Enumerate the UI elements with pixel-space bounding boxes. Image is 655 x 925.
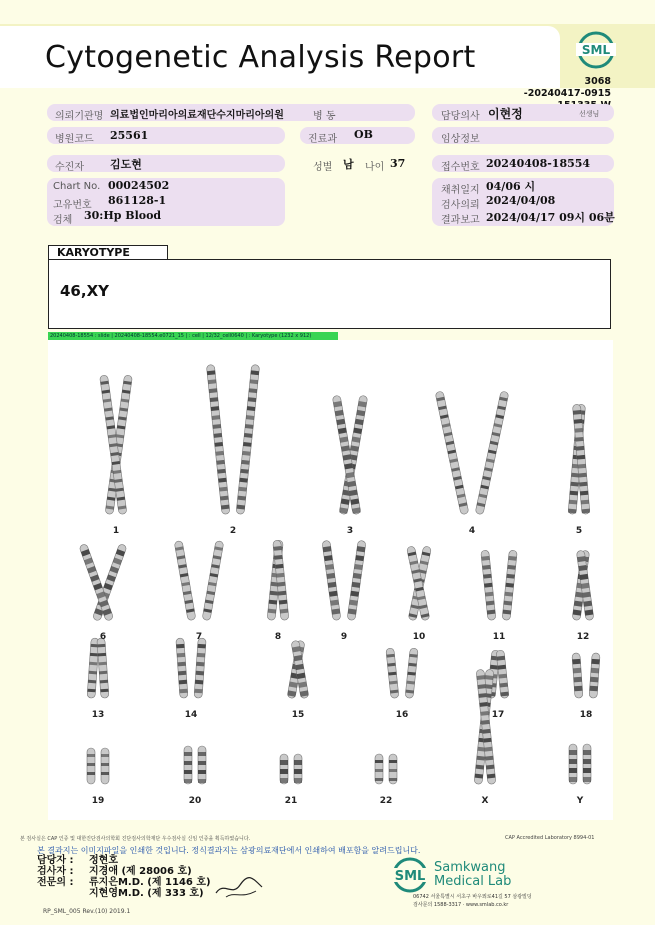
chromosome-label: 2	[229, 526, 237, 536]
karyotype-value: 46,XY	[60, 282, 109, 300]
cap-accreditation: CAP Accredited Laboratory 8994-01	[505, 835, 595, 841]
request-value: 2024/04/08	[486, 194, 556, 207]
doctor-label: 담당의사	[441, 111, 480, 122]
chromosome-label: 10	[412, 632, 426, 642]
chart-value: 00024502	[108, 179, 170, 192]
chromosome-label: 14	[184, 710, 198, 720]
chromosome-Y-a	[569, 744, 577, 784]
karyogram-svg	[48, 340, 613, 820]
samkwang-logo-text: SML	[394, 869, 426, 884]
hospital-code-label: 병원코드	[55, 134, 94, 145]
chromosome-9-a	[322, 540, 341, 620]
chromosome-7-a	[174, 541, 196, 621]
chromosome-label: 19	[91, 796, 105, 806]
staff-name: 지경애 (제 28006 호)	[89, 866, 192, 877]
request-label: 검사의뢰	[441, 200, 480, 211]
karyotype-tab: KARYOTYPE	[48, 245, 168, 259]
doctor-suffix: 선생님	[579, 110, 600, 118]
chromosome-2-b	[236, 364, 260, 514]
staff-name: 정현호	[89, 855, 118, 866]
chromosome-label: Y	[576, 796, 584, 806]
staff-role: 전문의 :	[37, 877, 74, 888]
report-value: 2024/04/17 09시 06분	[486, 211, 615, 224]
lab-name-line2: Medical Lab	[434, 874, 512, 889]
doctor-value: 이현정	[488, 107, 523, 121]
receipt-label: 접수번호	[441, 162, 480, 173]
sex-value: 남	[343, 158, 354, 171]
chromosome-label: 15	[291, 710, 305, 720]
chromosome-9-b	[347, 540, 366, 620]
chromosome-label: 12	[576, 632, 590, 642]
signature-icon	[212, 867, 267, 902]
sml-logo-icon	[572, 28, 620, 72]
chromosome-21-b	[294, 754, 302, 784]
chromosome-19-a	[87, 748, 95, 784]
chromosome-19-b	[101, 748, 109, 784]
accreditation-note: 본 검사실은 CAP 인증 및 대한진단검사의학회 진단검사의학재단 우수검사실 신임 인증을 획득하였습니다.	[20, 836, 251, 842]
staff-name: 류지은M.D. (제 1146 호)	[89, 877, 211, 888]
chromosome-22-b	[389, 754, 397, 784]
chromosome-label: X	[481, 796, 489, 806]
print-notice: 본 결과지는 이미지파일을 인쇄한 것입니다. 정식결과지는 삼광의료재단에서 인쇄하여 배포함을 알려드립니다.	[37, 846, 421, 855]
chromosome-label: 5	[575, 526, 583, 536]
chromosome-14-b	[194, 638, 206, 698]
lab-name	[434, 861, 511, 889]
patient-value: 김도현	[110, 158, 142, 171]
address-line: 06742 서울특별시 서초구 바우뫼로41길 57 삼광빌딩	[413, 894, 532, 900]
unique-label: 고유번호	[53, 200, 92, 211]
chromosome-14-a	[176, 638, 188, 698]
chromosome-label: 17	[491, 710, 505, 720]
lab-address	[413, 893, 532, 909]
chromosome-20-b	[198, 746, 206, 784]
chromosome-label: 8	[274, 632, 282, 642]
chromosome-18-a	[572, 653, 583, 698]
chromosome-label: 7	[195, 632, 203, 642]
chromosome-4-b	[475, 391, 509, 515]
chromosome-2-a	[206, 364, 230, 514]
chromosome-7-b	[202, 541, 224, 621]
chromosome-21-a	[280, 754, 288, 784]
chromosome-Y-b	[583, 744, 591, 784]
chromosome-label: 16	[395, 710, 409, 720]
specimen-label: 검체	[53, 215, 73, 226]
report-id-line1: 3068 -20240417-0915	[523, 76, 611, 99]
karyotype-box	[48, 259, 611, 329]
age-value: 37	[390, 157, 406, 170]
patient-label: 수진자	[55, 162, 84, 173]
receipt-value: 20240408-18554	[486, 157, 591, 170]
clinical-label: 임상정보	[441, 134, 480, 145]
chromosome-label: 3	[346, 526, 354, 536]
chromosome-13-b	[97, 638, 109, 698]
dept-label: 진료과	[308, 134, 337, 145]
chromosome-label: 4	[468, 526, 476, 536]
age-label: 나이	[365, 162, 385, 173]
chromosome-11-b	[502, 550, 517, 620]
chromosome-20-a	[184, 746, 192, 784]
dept-value: OB	[354, 128, 373, 141]
report-label: 결과보고	[441, 215, 480, 226]
staff-name: 지현영M.D. (제 333 호)	[89, 888, 204, 899]
chromosome-4-a	[435, 391, 469, 515]
chromosome-label: 9	[340, 632, 348, 642]
collect-value: 04/06 시	[486, 180, 536, 193]
staff-role: 검사자 :	[37, 866, 74, 877]
lab-name-line1: Samkwang	[434, 860, 506, 875]
chromosome-label: 21	[284, 796, 298, 806]
staff-roles	[37, 855, 73, 888]
chromosome-label: 11	[492, 632, 506, 642]
chromosome-label: 18	[579, 710, 593, 720]
chromosome-label: 22	[379, 796, 393, 806]
chromosome-17-b	[496, 650, 509, 699]
specimen-value: 30:Hp Blood	[84, 209, 162, 222]
institution-label: 의뢰기관명	[55, 111, 104, 122]
collect-label: 채취일지	[441, 185, 480, 196]
sex-label: 성별	[313, 162, 333, 173]
chromosome-18-b	[589, 653, 600, 698]
page-title: Cytogenetic Analysis Report	[45, 40, 476, 75]
institution-value: 의료법인마리아의료재단수지마리아의원	[110, 110, 284, 121]
unique-value: 861128-1	[108, 194, 167, 207]
staff-role: 담당자 :	[37, 855, 74, 866]
chromosome-label: 13	[91, 710, 105, 720]
chromosome-label: 1	[112, 526, 120, 536]
karyogram-image	[48, 340, 613, 820]
form-revision: RP_SML_005 Rev.(10) 2019.1	[43, 908, 131, 915]
samkwang-logo-icon	[386, 855, 434, 895]
staff-names	[89, 855, 211, 899]
chart-label: Chart No.	[53, 181, 101, 192]
hospital-code-value: 25561	[110, 129, 149, 142]
phone-line: 검사문의 1588-3317 · www.smlab.co.kr	[413, 902, 509, 908]
chromosome-16-a	[386, 648, 399, 699]
sml-logo-text: SML	[581, 43, 611, 57]
chromosome-label: 20	[188, 796, 202, 806]
chromosome-22-a	[375, 754, 383, 784]
chromosome-label: 6	[99, 632, 107, 642]
ward-label: 병 동	[313, 111, 336, 122]
chromosome-16-b	[405, 648, 418, 699]
image-caption: 20240408-18554 : slide | 20240408-18554.e0721_15 | : cell | 12/32_cell0640 | : Karyotype (1232 x 912)	[48, 332, 338, 340]
chromosome-11-a	[481, 550, 496, 620]
